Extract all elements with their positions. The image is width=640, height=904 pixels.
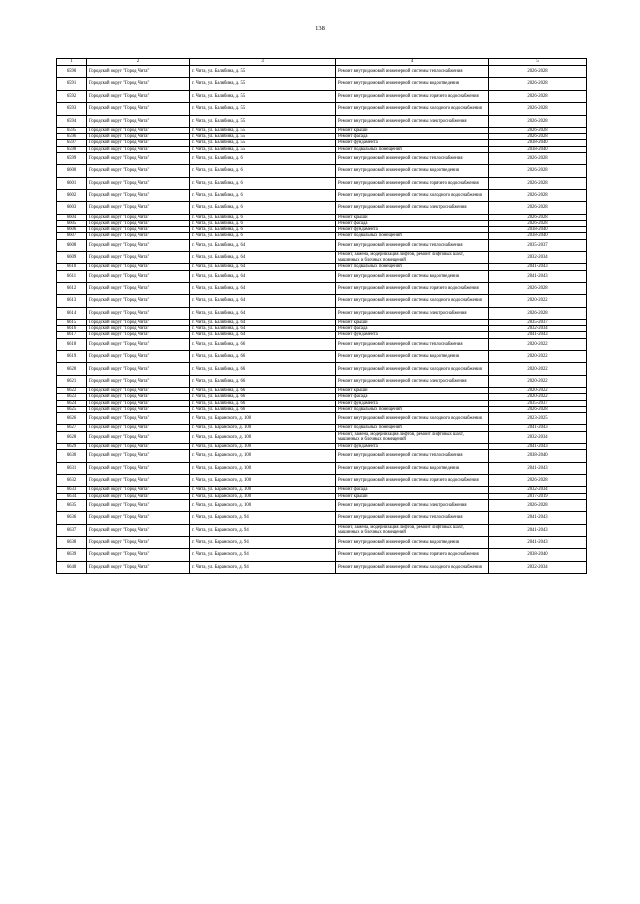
table-row [57, 270, 587, 282]
period-cell: 2026-2028 [489, 134, 587, 140]
table-row [57, 431, 587, 443]
work-type-cell: Ремонт внутридомовой инженерной системы холодного водоснабжения [336, 103, 489, 115]
period-cell: 2038-2040 [489, 140, 587, 146]
row-number-cell: 6633 [57, 487, 87, 493]
work-type-cell: Ремонт внутридомовой инженерной системы теплоснабжения [336, 338, 489, 350]
municipality-cell: Городской округ "Город Чита" [87, 425, 190, 431]
table-row [57, 561, 587, 573]
work-type-cell: Ремонт внутридомовой инженерной системы теплоснабжения [336, 450, 489, 462]
table-row [57, 66, 587, 78]
municipality-cell: Городской округ "Город Чита" [87, 549, 190, 561]
work-type-cell: Ремонт внутридомовой инженерной системы холодного водоснабжения [336, 561, 489, 573]
municipality-cell: Городской округ "Город Чита" [87, 499, 190, 511]
municipality-cell: Городской округ "Город Чита" [87, 189, 190, 201]
period-cell: 2026-2028 [489, 307, 587, 319]
column-number: 5 [489, 59, 587, 66]
municipality-cell: Городской округ "Город Чита" [87, 375, 190, 387]
work-type-cell: Ремонт крыши [336, 214, 489, 220]
work-type-cell: Ремонт внутридомовой инженерной системы горячего водоснабжения [336, 90, 489, 102]
municipality-cell: Городской округ "Город Чита" [87, 66, 190, 78]
work-type-cell: Ремонт внутридомовой инженерной системы электроснабжения [336, 307, 489, 319]
column-number: 3 [190, 59, 336, 66]
period-cell: 2038-2040 [489, 233, 587, 239]
table-row [57, 475, 587, 487]
work-type-cell: Ремонт внутридомовой инженерной системы теплоснабжения [336, 66, 489, 78]
period-cell: 2026-2028 [489, 127, 587, 133]
period-cell: 2032-2034 [489, 326, 587, 332]
municipality-cell: Городской округ "Город Чита" [87, 487, 190, 493]
address-cell: г. Чита, ул. Балябина, д. 6 [190, 214, 336, 220]
table-row [57, 202, 587, 214]
work-type-cell: Ремонт внутридомовой инженерной системы холодного водоснабжения [336, 363, 489, 375]
period-cell: 2020-2022 [489, 363, 587, 375]
row-number-cell: 6638 [57, 537, 87, 549]
table-row [57, 189, 587, 201]
period-cell: 2020-2022 [489, 375, 587, 387]
work-type-cell: Ремонт фасада [336, 326, 489, 332]
work-type-cell: Ремонт внутридомовой инженерной системы холодного водоснабжения [336, 295, 489, 307]
period-cell: 2032-2034 [489, 251, 587, 263]
row-number-cell: 6618 [57, 338, 87, 350]
work-type-cell: Ремонт внутридомовой инженерной системы электроснабжения [336, 115, 489, 127]
address-cell: г. Чита, ул. Балябина, д. 55 [190, 66, 336, 78]
address-cell: г. Чита, ул. Балябина, д. 64 [190, 332, 336, 338]
work-type-cell: Ремонт внутридомовой инженерной системы электроснабжения [336, 202, 489, 214]
row-number-cell: 6632 [57, 475, 87, 487]
municipality-cell: Городской округ "Город Чита" [87, 227, 190, 233]
period-cell: 2017-2019 [489, 493, 587, 499]
address-cell: г. Чита, ул. Баранского, д. 100 [190, 475, 336, 487]
column-number-row [57, 59, 587, 66]
address-cell: г. Чита, ул. Балябина, д. 64 [190, 270, 336, 282]
row-number-cell: 6626 [57, 413, 87, 425]
address-cell: г. Чита, ул. Балябина, д. 64 [190, 251, 336, 263]
row-number-cell: 6614 [57, 307, 87, 319]
row-number-cell: 6600 [57, 165, 87, 177]
work-type-cell: Ремонт подвальных помещений [336, 425, 489, 431]
period-cell: 2041-2043 [489, 332, 587, 338]
row-number-cell: 6628 [57, 431, 87, 443]
period-cell: 2038-2040 [489, 227, 587, 233]
municipality-cell: Городской округ "Город Чита" [87, 214, 190, 220]
period-cell: 2026-2028 [489, 475, 587, 487]
period-cell: 2026-2028 [489, 78, 587, 90]
address-cell: г. Чита, ул. Балябина, д. 64 [190, 307, 336, 319]
address-cell: г. Чита, ул. Балябина, д. 64 [190, 264, 336, 270]
address-cell: г. Чита, ул. Балябина, д. 6 [190, 189, 336, 201]
row-number-cell: 6635 [57, 499, 87, 511]
table-row [57, 295, 587, 307]
municipality-cell: Городской округ "Город Чита" [87, 351, 190, 363]
period-cell: 2026-2028 [489, 90, 587, 102]
address-cell: г. Чита, ул. Балябина, д. 64 [190, 326, 336, 332]
municipality-cell: Городской округ "Город Чита" [87, 146, 190, 152]
address-cell: г. Чита, ул. Балябина, д. 6 [190, 165, 336, 177]
row-number-cell: 6599 [57, 152, 87, 164]
period-cell: 2026-2028 [489, 214, 587, 220]
table-row [57, 351, 587, 363]
row-number-cell: 6630 [57, 450, 87, 462]
municipality-cell: Городской округ "Город Чита" [87, 406, 190, 412]
municipality-cell: Городской округ "Город Чита" [87, 220, 190, 226]
address-cell: г. Чита, ул. Баранского, д. 100 [190, 413, 336, 425]
table-row [57, 363, 587, 375]
address-cell: г. Чита, ул. Балябина, д. 55 [190, 134, 336, 140]
row-number-cell: 6598 [57, 146, 87, 152]
period-cell: 2041-2043 [489, 270, 587, 282]
row-number-cell: 6639 [57, 549, 87, 561]
municipality-cell: Городской округ "Город Чита" [87, 537, 190, 549]
municipality-cell: Городской округ "Город Чита" [87, 134, 190, 140]
table-row [57, 239, 587, 251]
row-number-cell: 6619 [57, 351, 87, 363]
row-number-cell: 6603 [57, 202, 87, 214]
row-number-cell: 6602 [57, 189, 87, 201]
row-number-cell: 6640 [57, 561, 87, 573]
address-cell: г. Чита, ул. Балябина, д. 55 [190, 90, 336, 102]
period-cell: 2041-2043 [489, 537, 587, 549]
address-cell: г. Чита, ул. Баранского, д. 100 [190, 487, 336, 493]
municipality-cell: Городской округ "Город Чита" [87, 431, 190, 443]
work-type-cell: Ремонт внутридомовой инженерной системы горячего водоснабжения [336, 475, 489, 487]
address-cell: г. Чита, ул. Балябина, д. 66 [190, 406, 336, 412]
municipality-cell: Городской округ "Город Чита" [87, 152, 190, 164]
address-cell: г. Чита, ул. Баранского, д. 100 [190, 499, 336, 511]
period-cell: 2020-2022 [489, 295, 587, 307]
table-row [57, 282, 587, 294]
address-cell: г. Чита, ул. Балябина, д. 66 [190, 394, 336, 400]
work-type-cell: Ремонт подвальных помещений [336, 406, 489, 412]
address-cell: г. Чита, ул. Баранского, д. 94 [190, 561, 336, 573]
work-type-cell: Ремонт внутридомовой инженерной системы горячего водоснабжения [336, 282, 489, 294]
municipality-cell: Городской округ "Город Чита" [87, 475, 190, 487]
row-number-cell: 6593 [57, 103, 87, 115]
work-type-cell: Ремонт фундамента [336, 444, 489, 450]
period-cell: 2026-2028 [489, 165, 587, 177]
municipality-cell: Городской округ "Город Чита" [87, 233, 190, 239]
row-number-cell: 6608 [57, 239, 87, 251]
column-number: 2 [87, 59, 190, 66]
municipality-cell: Городской округ "Город Чита" [87, 239, 190, 251]
address-cell: г. Чита, ул. Балябина, д. 55 [190, 140, 336, 146]
table-row [57, 251, 587, 263]
address-cell: г. Чита, ул. Балябина, д. 6 [190, 220, 336, 226]
row-number-cell: 6612 [57, 282, 87, 294]
table-row [57, 524, 587, 536]
row-number-cell: 6594 [57, 115, 87, 127]
period-cell: 2026-2028 [489, 202, 587, 214]
municipality-cell: Городской округ "Город Чита" [87, 388, 190, 394]
municipality-cell: Городской округ "Город Чита" [87, 338, 190, 350]
address-cell: г. Чита, ул. Баранского, д. 100 [190, 462, 336, 474]
period-cell: 2032-2034 [489, 487, 587, 493]
table-row [57, 499, 587, 511]
municipality-cell: Городской округ "Город Чита" [87, 295, 190, 307]
period-cell: 2038-2040 [489, 450, 587, 462]
work-type-cell: Ремонт крыши [336, 320, 489, 326]
municipality-cell: Городской округ "Город Чита" [87, 307, 190, 319]
row-number-cell: 6611 [57, 270, 87, 282]
row-number-cell: 6621 [57, 375, 87, 387]
municipality-cell: Городской округ "Город Чита" [87, 115, 190, 127]
municipality-cell: Городской округ "Город Чита" [87, 103, 190, 115]
address-cell: г. Чита, ул. Балябина, д. 66 [190, 388, 336, 394]
address-cell: г. Чита, ул. Балябина, д. 64 [190, 295, 336, 307]
column-number: 4 [336, 59, 489, 66]
table-row [57, 413, 587, 425]
row-number-cell: 6592 [57, 90, 87, 102]
table-row [57, 512, 587, 524]
table-row [57, 537, 587, 549]
address-cell: г. Чита, ул. Балябина, д. 66 [190, 338, 336, 350]
row-number-cell: 6629 [57, 444, 87, 450]
municipality-cell: Городской округ "Город Чита" [87, 462, 190, 474]
row-number-cell: 6596 [57, 134, 87, 140]
period-cell: 2026-2028 [489, 499, 587, 511]
address-cell: г. Чита, ул. Балябина, д. 64 [190, 239, 336, 251]
address-cell: г. Чита, ул. Баранского, д. 94 [190, 512, 336, 524]
work-type-cell: Ремонт крыши [336, 493, 489, 499]
address-cell: г. Чита, ул. Балябина, д. 6 [190, 152, 336, 164]
period-cell: 2026-2028 [489, 66, 587, 78]
period-cell: 2038-2040 [489, 549, 587, 561]
period-cell: 2026-2028 [489, 115, 587, 127]
work-type-cell: Ремонт подвальных помещений [336, 264, 489, 270]
municipality-cell: Городской округ "Город Чита" [87, 326, 190, 332]
work-type-cell: Ремонт фасада [336, 487, 489, 493]
municipality-cell: Городской округ "Город Чита" [87, 78, 190, 90]
municipality-cell: Городской округ "Город Чита" [87, 413, 190, 425]
row-number-cell: 6634 [57, 493, 87, 499]
period-cell: 2041-2043 [489, 524, 587, 536]
work-type-cell: Ремонт внутридомовой инженерной системы водоотведения [336, 78, 489, 90]
row-number-cell: 6624 [57, 400, 87, 406]
municipality-cell: Городской округ "Город Чита" [87, 202, 190, 214]
row-number-cell: 6595 [57, 127, 87, 133]
table-row [57, 307, 587, 319]
address-cell: г. Чита, ул. Баранского, д. 100 [190, 444, 336, 450]
period-cell: 2026-2028 [489, 152, 587, 164]
period-cell: 2041-2043 [489, 264, 587, 270]
address-cell: г. Чита, ул. Балябина, д. 6 [190, 202, 336, 214]
work-type-cell: Ремонт фасада [336, 394, 489, 400]
work-type-cell: Ремонт, замена, модернизация лифтов, ремонт лифтовых шахт, машинных и блочных помещений [336, 524, 489, 536]
address-cell: г. Чита, ул. Баранского, д. 100 [190, 493, 336, 499]
row-number-cell: 6623 [57, 394, 87, 400]
address-cell: г. Чита, ул. Балябина, д. 6 [190, 227, 336, 233]
municipality-cell: Городской округ "Город Чита" [87, 400, 190, 406]
municipality-cell: Городской округ "Город Чита" [87, 264, 190, 270]
row-number-cell: 6627 [57, 425, 87, 431]
period-cell: 2020-2022 [489, 394, 587, 400]
table-row [57, 450, 587, 462]
column-number: 1 [57, 59, 87, 66]
work-type-cell: Ремонт крыши [336, 388, 489, 394]
work-type-cell: Ремонт фундамента [336, 400, 489, 406]
municipality-cell: Городской округ "Город Чита" [87, 90, 190, 102]
period-cell: 2041-2043 [489, 512, 587, 524]
row-number-cell: 6622 [57, 388, 87, 394]
address-cell: г. Чита, ул. Баранского, д. 100 [190, 450, 336, 462]
work-type-cell: Ремонт, замена, модернизация лифтов, ремонт лифтовых шахт, машинных и блочных помещений [336, 431, 489, 443]
period-cell: 2035-2037 [489, 400, 587, 406]
address-cell: г. Чита, ул. Балябина, д. 55 [190, 103, 336, 115]
table-row [57, 462, 587, 474]
municipality-cell: Городской округ "Город Чита" [87, 512, 190, 524]
row-number-cell: 6601 [57, 177, 87, 189]
period-cell: 2020-2022 [489, 351, 587, 363]
work-type-cell: Ремонт внутридомовой инженерной системы холодного водоснабжения [336, 189, 489, 201]
period-cell: 2023-2025 [489, 413, 587, 425]
address-cell: г. Чита, ул. Балябина, д. 66 [190, 400, 336, 406]
address-cell: г. Чита, ул. Балябина, д. 6 [190, 177, 336, 189]
table-body [57, 59, 587, 574]
period-cell: 2041-2043 [489, 444, 587, 450]
period-cell: 2026-2028 [489, 282, 587, 294]
period-cell: 2020-2022 [489, 338, 587, 350]
table-row [57, 78, 587, 90]
municipality-cell: Городской округ "Город Чита" [87, 270, 190, 282]
address-cell: г. Чита, ул. Балябина, д. 55 [190, 78, 336, 90]
table-row [57, 375, 587, 387]
row-number-cell: 6591 [57, 78, 87, 90]
period-cell: 2035-2037 [489, 320, 587, 326]
work-type-cell: Ремонт внутридомовой инженерной системы горячего водоснабжения [336, 177, 489, 189]
address-cell: г. Чита, ул. Балябина, д. 55 [190, 146, 336, 152]
page-number: 138 [315, 25, 325, 32]
work-type-cell: Ремонт внутридомовой инженерной системы горячего водоснабжения [336, 549, 489, 561]
address-cell: г. Чита, ул. Балябина, д. 64 [190, 320, 336, 326]
address-cell: г. Чита, ул. Балябина, д. 55 [190, 127, 336, 133]
row-number-cell: 6617 [57, 332, 87, 338]
work-type-cell: Ремонт фасада [336, 220, 489, 226]
work-type-cell: Ремонт внутридомовой инженерной системы водоотведения [336, 462, 489, 474]
address-cell: г. Чита, ул. Баранского, д. 100 [190, 425, 336, 431]
row-number-cell: 6636 [57, 512, 87, 524]
address-cell: г. Чита, ул. Балябина, д. 6 [190, 233, 336, 239]
work-type-cell: Ремонт внутридомовой инженерной системы теплоснабжения [336, 512, 489, 524]
work-type-cell: Ремонт внутридомовой инженерной системы теплоснабжения [336, 239, 489, 251]
table-row [57, 115, 587, 127]
row-number-cell: 6597 [57, 140, 87, 146]
table-row [57, 103, 587, 115]
work-type-cell: Ремонт подвальных помещений [336, 146, 489, 152]
municipality-cell: Городской округ "Город Чита" [87, 493, 190, 499]
municipality-cell: Городской округ "Город Чита" [87, 524, 190, 536]
period-cell: 2026-2028 [489, 406, 587, 412]
row-number-cell: 6631 [57, 462, 87, 474]
work-type-cell: Ремонт внутридомовой инженерной системы электроснабжения [336, 499, 489, 511]
period-cell: 2032-2034 [489, 561, 587, 573]
municipality-cell: Городской округ "Город Чита" [87, 140, 190, 146]
period-cell: 2026-2028 [489, 103, 587, 115]
address-cell: г. Чита, ул. Балябина, д. 66 [190, 351, 336, 363]
table-row [57, 549, 587, 561]
row-number-cell: 6620 [57, 363, 87, 375]
row-number-cell: 6625 [57, 406, 87, 412]
work-type-cell: Ремонт внутридомовой инженерной системы холодного водоснабжения [336, 413, 489, 425]
work-type-cell: Ремонт фасада [336, 134, 489, 140]
municipality-cell: Городской округ "Город Чита" [87, 394, 190, 400]
table-row [57, 165, 587, 177]
work-type-cell: Ремонт внутридомовой инженерной системы электроснабжения [336, 375, 489, 387]
municipality-cell: Городской округ "Город Чита" [87, 363, 190, 375]
work-type-cell: Ремонт внутридомовой инженерной системы водоотведения [336, 165, 489, 177]
work-type-cell: Ремонт фундамента [336, 227, 489, 233]
row-number-cell: 6606 [57, 227, 87, 233]
work-type-cell: Ремонт, замена, модернизация лифтов, ремонт лифтовых шахт, машинных и блочных помещений [336, 251, 489, 263]
table-row [57, 152, 587, 164]
work-type-cell: Ремонт фундамента [336, 332, 489, 338]
work-type-cell: Ремонт крыши [336, 127, 489, 133]
work-type-cell: Ремонт внутридомовой инженерной системы водоотведения [336, 351, 489, 363]
address-cell: г. Чита, ул. Баранского, д. 100 [190, 431, 336, 443]
period-cell: 2041-2043 [489, 425, 587, 431]
municipality-cell: Городской округ "Город Чита" [87, 332, 190, 338]
table-row [57, 90, 587, 102]
municipality-cell: Городской округ "Город Чита" [87, 450, 190, 462]
municipality-cell: Городской округ "Город Чита" [87, 320, 190, 326]
row-number-cell: 6609 [57, 251, 87, 263]
address-cell: г. Чита, ул. Балябина, д. 66 [190, 363, 336, 375]
address-cell: г. Чита, ул. Баранского, д. 94 [190, 549, 336, 561]
municipality-cell: Городской округ "Город Чита" [87, 282, 190, 294]
municipality-cell: Городской округ "Город Чита" [87, 444, 190, 450]
row-number-cell: 6590 [57, 66, 87, 78]
table-row [57, 338, 587, 350]
municipality-cell: Городской округ "Город Чита" [87, 165, 190, 177]
address-cell: г. Чита, ул. Балябина, д. 64 [190, 282, 336, 294]
address-cell: г. Чита, ул. Баранского, д. 94 [190, 524, 336, 536]
row-number-cell: 6610 [57, 264, 87, 270]
row-number-cell: 6605 [57, 220, 87, 226]
municipality-cell: Городской округ "Город Чита" [87, 251, 190, 263]
period-cell: 2035-2037 [489, 239, 587, 251]
address-cell: г. Чита, ул. Балябина, д. 66 [190, 375, 336, 387]
municipality-cell: Городской округ "Город Чита" [87, 561, 190, 573]
work-type-cell: Ремонт внутридомовой инженерной системы теплоснабжения [336, 152, 489, 164]
period-cell: 2026-2028 [489, 189, 587, 201]
row-number-cell: 6604 [57, 214, 87, 220]
row-number-cell: 6637 [57, 524, 87, 536]
row-number-cell: 6616 [57, 326, 87, 332]
row-number-cell: 6615 [57, 320, 87, 326]
address-cell: г. Чита, ул. Баранского, д. 94 [190, 537, 336, 549]
table-row [57, 177, 587, 189]
period-cell: 2026-2028 [489, 220, 587, 226]
work-type-cell: Ремонт внутридомовой инженерной системы водоотведения [336, 270, 489, 282]
municipality-cell: Городской округ "Город Чита" [87, 127, 190, 133]
work-type-cell: Ремонт подвальных помещений [336, 233, 489, 239]
period-cell: 2041-2043 [489, 462, 587, 474]
period-cell: 2026-2028 [489, 177, 587, 189]
address-cell: г. Чита, ул. Балябина, д. 55 [190, 115, 336, 127]
municipality-cell: Городской округ "Город Чита" [87, 177, 190, 189]
row-number-cell: 6613 [57, 295, 87, 307]
row-number-cell: 6607 [57, 233, 87, 239]
period-cell: 2020-2022 [489, 388, 587, 394]
period-cell: 2038-2040 [489, 146, 587, 152]
work-type-cell: Ремонт фундамента [336, 140, 489, 146]
period-cell: 2032-2034 [489, 431, 587, 443]
work-type-cell: Ремонт внутридомовой инженерной системы водоотведения [336, 537, 489, 549]
repair-schedule-table [56, 58, 587, 574]
